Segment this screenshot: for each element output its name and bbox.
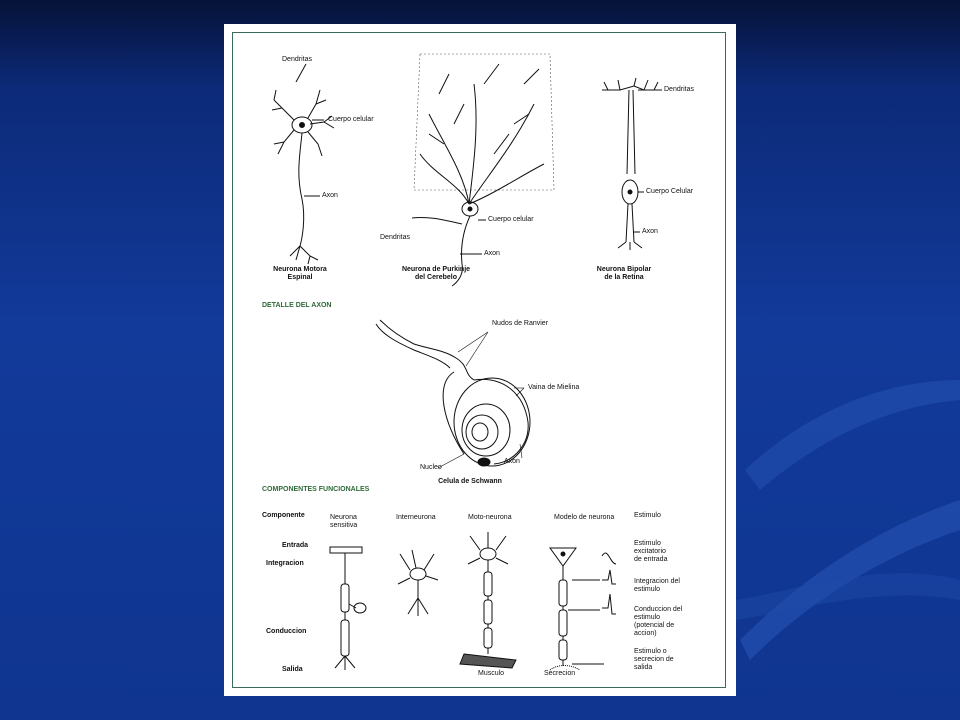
col-sensitiva: Neurona sensitiva [330,514,358,529]
row-label-componente: Componente [262,512,305,519]
row-label-salida: Salida [282,666,303,673]
nodes-ranvier-label: Nudos de Ranvier [492,320,549,327]
neuron-drawings [224,24,736,696]
nucleus-label: Nucleo [420,464,442,471]
axon-detail-title: DETALLE DEL AXON [262,302,332,309]
myelin-sheath-label: Vaina de Mielina [528,384,580,391]
axon-detail-drawing [376,320,530,466]
model-label-integration: Integracion del estimulo [634,578,680,593]
col-moto-neurona: Moto-neurona [468,514,512,521]
moto-neuron-drawing [460,532,516,668]
bipolar-dendrites-label: Dendritas [664,86,694,93]
row-label-integracion: Integracion [266,560,304,567]
bipolar-axon-label: Axon [642,228,658,235]
sensory-neuron-drawing [330,547,366,670]
model-label-output: Estimulo o secrecion de salida [634,648,674,671]
motora-body-label: Cuerpo celular [328,116,374,123]
motor-neuron-drawing [272,90,334,264]
functional-title: COMPONENTES FUNCIONALES [262,486,370,493]
purkinje-dendrites-label: Dendritas [380,234,410,241]
motora-axon-label: Axon [322,192,338,199]
col-estimulo: Estimulo [634,512,661,519]
bipolar-neuron-drawing [602,78,660,250]
schwann-caption: Celula de Schwann [438,478,502,485]
purkinje-caption: Neurona de Purkinje del Cerebelo [401,266,471,281]
interneuron-drawing [398,550,438,616]
model-label-input: Estimulo excitatorio de entrada [634,540,668,563]
muscle-label: Musculo [478,670,505,677]
motora-dendrites-label: Dendritas [282,56,312,63]
bipolar-body-label: Cuerpo Celular [646,188,694,195]
model-label-conduction: Conduccion del estimulo (potencial de accion) [634,606,683,637]
model-neuron-drawing [550,548,616,670]
col-modelo: Modelo de neurona [554,514,615,521]
secretion-label: Secrecion [544,670,576,677]
row-label-entrada: Entrada [282,542,309,549]
bipolar-caption: Neurona Bipolar de la Retina [596,266,652,281]
purkinje-axon-label: Axon [484,250,500,257]
purkinje-neuron-drawing [412,54,554,286]
motora-caption: Neurona Motora Espinal [273,266,327,281]
purkinje-body-label: Cuerpo celular [488,216,534,223]
col-interneurona: Interneurona [396,514,436,521]
figure-panel [224,24,736,696]
axon-detail-axon-label: Axon [504,458,520,465]
row-label-conduccion: Conduccion [266,628,307,635]
